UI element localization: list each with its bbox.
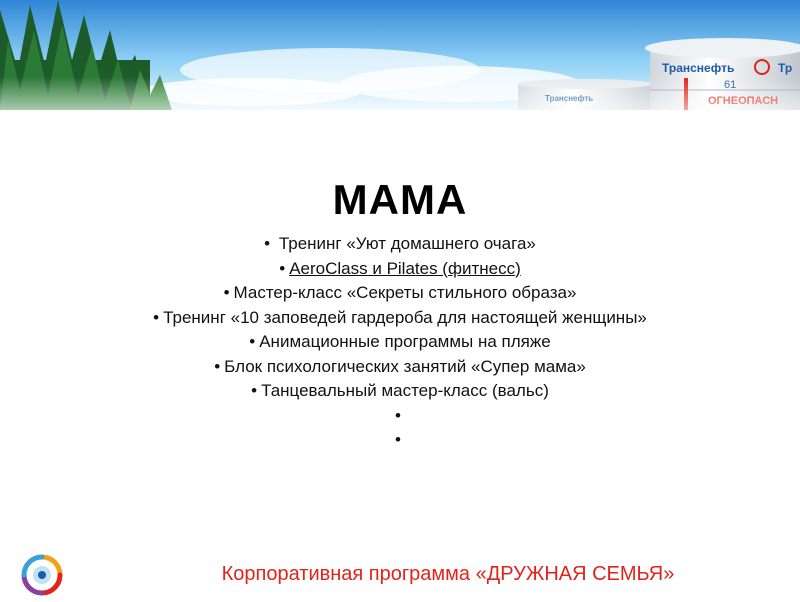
bullet-icon: • xyxy=(279,258,286,278)
list-item: • Тренинг «10 заповедей гардероба для настоящей женщины» xyxy=(153,307,647,327)
activity-list xyxy=(0,232,800,453)
list-item: • Танцевальный мастер-класс (вальс) xyxy=(251,381,549,400)
header-banner xyxy=(0,0,800,110)
banner-illustration xyxy=(0,0,800,110)
bullet-icon: • xyxy=(264,234,271,253)
slide-title: МАМА xyxy=(332,176,468,223)
list-item: • Блок психологических занятий «Супер мама» xyxy=(214,356,586,376)
bullet-icon: • xyxy=(395,430,401,449)
list-item xyxy=(0,257,800,282)
bullet-icon: • xyxy=(153,307,160,327)
list-item: • Анимационные программы на пляже xyxy=(249,332,551,351)
bullet-icon: • xyxy=(223,283,230,302)
list-item-empty xyxy=(0,404,800,429)
list-item: • Мастер-класс «Секреты стильного образа» xyxy=(223,283,577,302)
bullet-icon: • xyxy=(251,381,258,400)
list-item: • Тренинг «Уют домашнего очага» xyxy=(264,234,536,253)
footer-program-name: Корпоративная программа «ДРУЖНАЯ СЕМЬЯ» xyxy=(221,563,675,585)
list-item-empty xyxy=(0,428,800,453)
bullet-icon: • xyxy=(214,356,221,376)
aeroclass-item-text: AeroClass и Pilates (фитнесс) xyxy=(289,258,521,278)
bullet-icon: • xyxy=(249,332,256,351)
bullet-icon: • xyxy=(395,405,401,425)
